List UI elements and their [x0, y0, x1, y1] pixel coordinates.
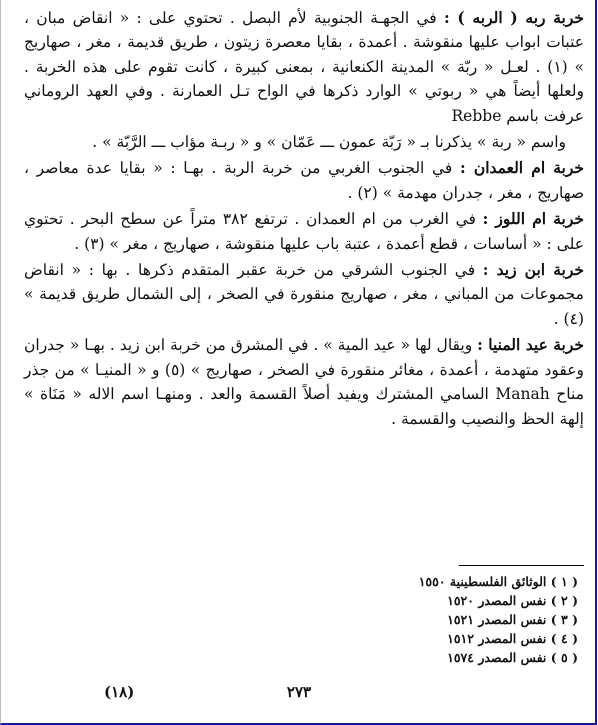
footnote-3: ( ٣ ) نفس المصدر ١٥٢١	[447, 612, 578, 627]
entry-text: ويقال لها « عيد المية » . في المشرق من خربة ابن زيد . بهـا « جدران وعقود متهدمة ، أعمدة ، مغائر منقورة في الصخر ، صهاريج » (٥) و « المنيـا » من جذر مناح Manah السامي المشترك ويفيد أصلاً القسمة والعد . ومنهـا اسم الاله « مَنَاة » إلهة الحظ والنصيب والقسمة .	[24, 336, 584, 428]
volume-marker: (١٨)	[104, 683, 135, 701]
footnote-4: ( ٤ ) نفس المصدر ١٥١٢	[447, 631, 578, 646]
entry-heading: خربة ربه ( الربه ) :	[443, 8, 584, 27]
entry-text: في الجهـة الجنوبية لأم البصل . تحتوي على : « انقاض مبان ، عتبات ابواب عليها منقوشة . أعمدة ، بقايا معصرة زيتون ، طريق قديمة ، مغر ، صهاريج » (١) . لعـل « ربّة » المدينة الكنعانية ، بمعنى كبيرة ، كانت تقوم على هذه الخربة . ولعلها أيضاً هي « ربوتي » الوارد ذكرها في الواح تـل العمارنة . وفي العهد الروماني عرفت باسم Rebbe	[24, 9, 584, 125]
entry-heading: خربة ام اللوز :	[482, 209, 584, 229]
entry-umm-al-amdan	[24, 156, 584, 205]
footnote-separator	[459, 565, 584, 566]
entry-heading: خربة ام العمدان :	[459, 158, 584, 178]
entry-text: في الجنوب الغربي من خربة الربة . بهـا : « بقايا عدة معاصر ، صهاريج ، مغر ، جدران مهدمة » (٢) .	[24, 159, 584, 202]
entry-umm-al-lawz	[24, 207, 584, 256]
entry-rabba-note	[24, 130, 584, 154]
entry-ibn-zayd	[24, 258, 584, 331]
entry-eid-al-minya	[24, 333, 584, 431]
entry-text: واسم « ربة » يذكرنا بـ « رَبّة عمون ـــ عَمّان » و « ربـة مؤاب ـــ الرَّبّة » .	[92, 133, 566, 152]
entry-text: في الجنوب الشرقي من خربة عقبر المتقدم ذكرها . بها : « انقاض مجموعات من المباني ، مغر ، صهاريج منقورة في الصخر ، إلى الشمال طريق قديمة » (٤) .	[24, 261, 584, 328]
entry-khirbet-rabba	[24, 6, 584, 128]
footnote-2: ( ٢ ) نفس المصدر ١٥٢٠	[447, 593, 578, 608]
footnote-5: ( ٥ ) نفس المصدر ١٥٧٤	[447, 650, 578, 665]
entry-text: في الغرب من ام العمدان . ترتفع ٣٨٢ متراً عن سطح البحر . تحتوي على : « أساسات ، قطع أعمدة ، عتبة باب عليها منقوشة ، صهاريج ، مغر » (٣) .	[24, 210, 584, 253]
footnote-1: ( ١ ) الوثائق الفلسطينية ١٥٥٠	[418, 574, 578, 589]
page-number: ٢٧٣	[286, 683, 312, 701]
entry-heading: خربة ابن زيد :	[482, 260, 584, 280]
page-body	[24, 6, 584, 433]
footnotes	[419, 572, 578, 667]
entry-heading: خربة عيد المنيا :	[477, 335, 584, 355]
